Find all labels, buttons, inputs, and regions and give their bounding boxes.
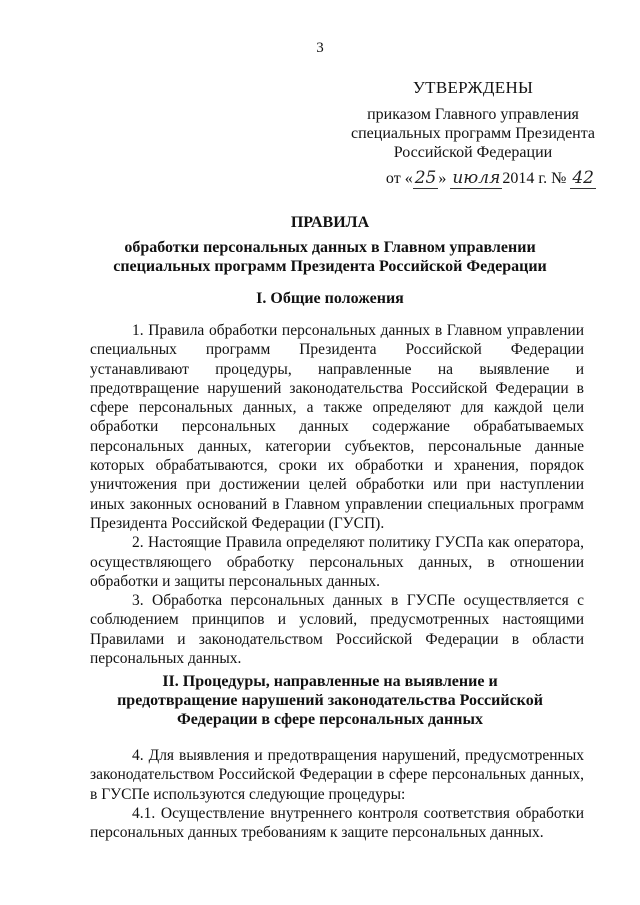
section-2-heading-line-2: предотвращение нарушений законодательства Российской: [117, 692, 543, 709]
approval-block: [338, 78, 608, 188]
section-2-heading: [60, 672, 600, 729]
paragraph-4-1: 4.1. Осуществление внутреннего контроля соответствия обработки персональных данных требованиям к защите персональных данных.: [90, 804, 584, 842]
document-subtitle-1: обработки персональных данных в Главном управлении: [124, 239, 536, 256]
page-number: 3: [316, 40, 324, 56]
approval-line-3: Российской Федерации: [393, 144, 553, 161]
document-subtitle-2: специальных программ Президента Российской Федерации: [113, 258, 547, 275]
paragraph-3: 3. Обработка персональных данных в ГУСПе осуществляется с соблюдением принципов и условий, предусмотренных настоящими Правилами и законодательством Российской Федерации в области персональных данных.: [90, 592, 584, 668]
approval-line-1: приказом Главного управления: [367, 106, 579, 123]
date-prefix: от «: [385, 170, 413, 187]
handwritten-day: 25: [414, 168, 437, 188]
handwritten-month: июля: [452, 168, 501, 188]
paragraph-4: 4. Для выявления и предотвращения нарушений, предусмотренных законодательством Российской Федерации в сфере персональных данных, в ГУСПе используются следующие процедуры:: [90, 747, 584, 803]
approval-date-line: [338, 169, 608, 188]
approval-line-2: специальных программ Президента: [350, 125, 596, 142]
handwritten-doc-number: 42: [572, 168, 594, 188]
approval-heading: УТВЕРЖДЕНЫ: [412, 78, 534, 97]
paragraph-1: 1. Правила обработки персональных данных в Главном управлении специальных программ Президента Российской Федерации устанавливают процедуры, направленные на выявление и предотвращение нарушений законодательства Российской Федерации в сфере персональных данных, а также определяют для каждой цели обработки персональных данных содержание обрабатываемых персональных данных, категории субъектов, персональные данные которых обрабатываются, сроки их обработки и хранения, порядок уничтожения при достижении целей обработки или при наступлении иных законных оснований в Главном управлении специальных программ Президента Российской Федерации (ГУСП).: [90, 322, 584, 532]
date-year: 2014 г. №: [502, 170, 567, 187]
section-1-heading: I. Общие положения: [256, 290, 404, 307]
section-2-heading-line-1: II. Процедуры, направленные на выявление и: [162, 673, 498, 690]
section-1-body: [90, 321, 584, 668]
section-2-heading-line-3: Федерации в сфере персональных данных: [177, 711, 483, 728]
document-title: ПРАВИЛА: [290, 214, 370, 231]
date-separator: »: [438, 170, 447, 187]
document-title-block: [60, 213, 600, 276]
paragraph-2: 2. Настоящие Правила определяют политику ГУСПа как оператора, осуществляющего обработку персональных данных, в отношении обработки и защиты персональных данных.: [90, 534, 584, 590]
section-2-body: [90, 746, 584, 842]
